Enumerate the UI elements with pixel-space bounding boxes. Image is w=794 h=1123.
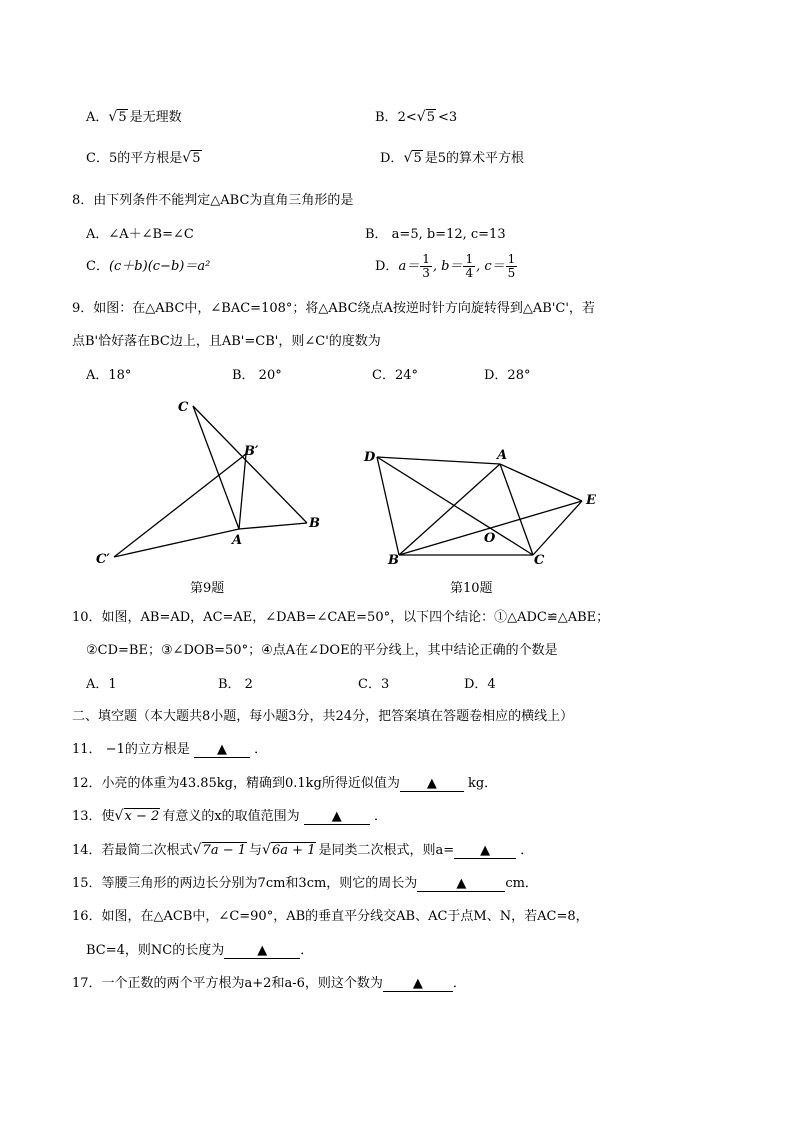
answer-blank[interactable]: ▲ — [194, 742, 250, 758]
q13: 13．使√ x − 2 有意义的x的取值范围为 ▲ ． — [72, 808, 387, 826]
label-C: C — [178, 400, 189, 415]
sqrt-symbol: √ 5 — [182, 150, 201, 168]
section-2-heading: 二、填空题（本大题共8小题，每小题3分，共24分，把答案填在答题卷相应的横线上） — [72, 709, 574, 724]
sqrt-symbol: √ 5 — [417, 109, 436, 127]
sqrt-symbol: √ 5 — [108, 109, 127, 127]
q8-stem: 8．由下列条件不能判定△ABC为直角三角形的是 — [72, 193, 354, 208]
figure-10-caption: 第10题 — [450, 581, 493, 596]
label-A: A — [497, 448, 508, 463]
answer-blank[interactable]: ▲ — [304, 809, 370, 825]
answer-blank[interactable]: ▲ — [454, 843, 516, 859]
q9-option-b: B． 20° — [232, 368, 282, 383]
q12: 12．小亮的体重为43.85kg，精确到0.1kg所得近似值为 ▲ kg． — [72, 776, 498, 791]
label-C-prime: C′ — [96, 552, 110, 567]
sqrt-symbol: √ x − 2 — [115, 808, 161, 826]
figure-9 — [90, 392, 330, 572]
label-A: A — [232, 533, 243, 548]
q7-option-c: C．5的平方根是√ 5 — [86, 150, 204, 168]
fraction: $\frac{1}{5}$ — [507, 252, 516, 280]
fraction: $\frac{1}{3}$ — [422, 252, 430, 280]
q9-option-a: A．18° — [86, 368, 132, 383]
q8-option-a: A．∠A＋∠B=∠C — [86, 227, 194, 242]
label-B: B — [388, 553, 399, 568]
answer-blank[interactable]: ▲ — [224, 943, 300, 959]
q9-line-1: 9．如图：在△ABC中，∠BAC=108°；将△ABC绕点A按逆时针方向旋转得到△AB'C'，若 — [72, 301, 595, 316]
label-B: B — [309, 516, 320, 531]
answer-blank[interactable]: ▲ — [417, 876, 505, 892]
q8-option-b: B． a=5, b=12, c=13 — [365, 227, 506, 242]
sqrt-symbol: √ 7a − 1 — [193, 842, 247, 860]
q9-option-c: C．24° — [372, 368, 418, 383]
answer-blank[interactable]: ▲ — [383, 976, 453, 992]
label-C: C — [534, 553, 545, 568]
q16-line-2: BC=4，则NC的长度为 ▲ ． — [86, 943, 314, 958]
label-D: D — [364, 450, 376, 465]
q8-option-d: D．a＝ $\frac{1}{3}$ , b＝ $\frac{1}{4}$ , c＝ $\frac{1}{5}$ — [375, 252, 516, 280]
label-O: O — [484, 531, 496, 546]
q10-line-2: ②CD=BE；③∠DOB=50°；④点A在∠DOE的平分线上，其中结论正确的个数是 — [86, 643, 558, 658]
q10-option-a: A．1 — [86, 677, 117, 692]
q8-option-c: C．(c＋b)(c−b)＝a² — [86, 259, 211, 274]
label-B-prime: B′ — [244, 444, 259, 459]
q9-option-d: D．28° — [484, 368, 531, 383]
q16-line-1: 16．如图，在△ACB中，∠C=90°，AB的垂直平分线交AB、AC于点M、N，若AC=8， — [72, 909, 589, 924]
label-E: E — [586, 493, 596, 508]
q7-option-d: D．√ 5 是5的算术平方根 — [380, 150, 524, 168]
fraction: $\frac{1}{4}$ — [465, 252, 474, 280]
q10-line-1: 10．如图，AB=AD，AC=AE，∠DAB=∠CAE=50°，以下四个结论：①△ADC≌△ABE； — [72, 610, 610, 625]
answer-blank[interactable]: ▲ — [400, 776, 464, 792]
sqrt-symbol: √ 6a + 1 — [262, 842, 316, 860]
figure-9-caption: 第9题 — [190, 581, 225, 596]
q7-option-b: B．2<√ 5 <3 — [375, 109, 457, 127]
q15: 15．等腰三角形的两边长分别为7cm和3cm，则它的周长为 ▲ cm． — [72, 876, 538, 891]
q14: 14．若最简二次根式√ 7a − 1 与√ 6a + 1 是同类二次根式，则a= ▲ ． — [72, 842, 533, 860]
q9-line-2: 点B'恰好落在BC边上，且AB'=CB'，则∠C'的度数为 — [72, 334, 381, 349]
q7-option-a: A．√ 5 是无理数 — [86, 109, 182, 127]
q10-option-b: B． 2 — [218, 677, 253, 692]
q11: 11． −1的立方根是 ▲ ． — [72, 742, 268, 757]
q10-option-c: C．3 — [358, 677, 390, 692]
sqrt-symbol: √ 5 — [403, 150, 422, 168]
figure-10 — [355, 440, 615, 575]
q10-option-d: D．4 — [464, 677, 496, 692]
q17: 17．一个正数的两个平方根为a+2和a-6，则这个数为 ▲ ． — [72, 976, 466, 991]
